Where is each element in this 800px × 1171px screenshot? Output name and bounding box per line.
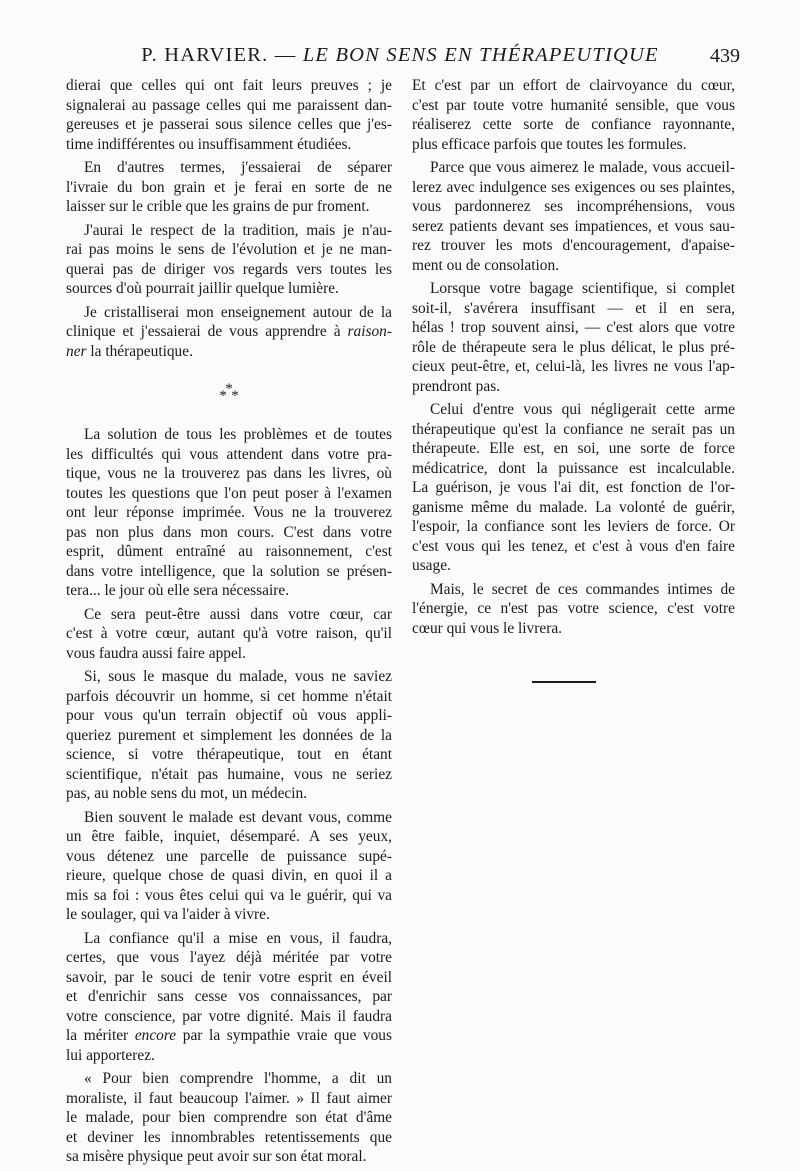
text-line: l'espoir, la confiance sont les leviers de force. Or [412,518,735,535]
text-line: l'énergie, ce n'est pas votre science, c'est votre [412,600,735,617]
text-line: dans votre intelligence, que la solution se présen- [66,562,392,580]
text-line: Mais, le secret de ces commandes intimes de [430,580,735,598]
text-line: tique, vous ne la trouverez pas dans les livres, où [66,465,392,482]
asterism-star: * [231,388,239,404]
text-line: certes, que vous l'ayez déjà méritée par votre [66,949,392,966]
text-line: et deviner les innombrables retentissements que [66,1128,392,1146]
text-line: c'est à votre cœur, autant qu'à votre raison, qu'il [66,625,392,642]
text-line: science, si votre thérapeutique, tout en étant [66,746,392,763]
text-line: votre conscience, par votre dignité. Mais il faudra [66,1007,392,1025]
text-line [66,342,392,362]
text-line: pas, au noble sens du mot, un médecin. [66,785,308,802]
paragraph [66,425,392,601]
text-line: mis sa foi : vous êtes celui qui va le guérir, qui va [66,886,392,904]
paragraph [66,929,392,1066]
text-line: dierai que celles qui ont fait leurs preuves ; je [66,77,392,94]
paragraph [66,1069,392,1167]
text-line: pour vous qu'un terrain objectif où vous appli- [66,707,392,724]
paragraph [412,580,735,639]
text-line: queriez purement et simplement les données de la [66,726,392,744]
text-line: tera... le jour où elle sera nécessaire. [66,582,290,599]
text-segment: la mériter [66,1027,135,1044]
text-line: Ce sera peut-être aussi dans votre cœur, car [84,605,392,623]
text-line: En d'autres termes, j'essaierai de séparer [84,159,392,176]
text-line: laisser sur le crible que les grains de pur froment. [66,198,370,215]
paragraph [66,221,392,299]
text-line: vous pardonnerez ses incompréhensions, vous [412,198,735,215]
page-number: 439 [710,45,740,67]
text-line: cœur qui vous le livrera. [412,619,563,637]
paragraph [66,158,392,217]
paragraph [66,303,392,362]
text-line: Celui d'entre vous qui négligerait cette arme [430,401,735,418]
text-line: moraliste, il faut beaucoup l'aimer. » Il faut aimer [66,1089,392,1107]
text-line: querai pas de diriger vos regards vers toutes les [66,260,392,278]
text-line: rôle de thérapeute sera le plus délicat, le plus pré- [412,338,735,356]
text-line: le soulager, qui va l'aider à vivre. [66,906,270,923]
text-line: sa misère physique peut avoir sur son état moral. [66,1148,367,1165]
italic-text: encore [134,1027,177,1044]
text-line: vous faudra aussi faire appel. [66,644,246,662]
text-line: rez trouver les mots d'encouragement, d'apaise- [412,237,735,254]
text-line: rieure, quelque chose de quasi divin, en quoi il a [66,867,392,884]
text-line: plus efficace parfois que toutes les formules. [412,135,687,153]
header-author: P. HARVIER. [141,44,269,66]
paragraph [412,158,735,275]
text-line: les difficultés qui vous attendent dans votre pra- [66,445,392,463]
text-line: esprit, dûment entraîné au raisonnement, c'est [66,543,392,560]
text-line: time indifférentes ou insuffisamment étudiées. [66,135,352,153]
paragraph [66,667,392,804]
text-line: usage. [412,557,451,574]
text-line: vous détenez une parcelle de puissance supé- [66,847,392,865]
text-line: c'est par toute votre humanité sensible, que vous [412,96,735,114]
text-line: prendront pas. [412,377,501,395]
text-line: hélas ! trop souvent ainsi, — c'est alors que votre [412,319,735,336]
text-line: toutes les questions que l'on peut poser à l'examen [66,484,392,502]
paragraph [66,76,392,154]
paragraph [412,279,735,396]
text-line: lui apporterez. [66,1046,155,1064]
text-line: le malade, pour bien comprendre son état d'âme [66,1109,392,1126]
italic-text: ner [66,342,87,360]
text-line: ganisme même du malade. La volonté de guérir, [412,498,735,516]
text-line: l'ivraie du bon grain et je ferai en sorte de ne [66,178,392,196]
text-line: c'est vous qui les tenez, et c'est à vous d'en faire [412,537,735,555]
text-line: rai pas moins le sens de l'évolution et je ne man- [66,241,392,258]
text-line: Parce que vous aimerez le malade, vous accueil- [430,159,735,176]
text-segment: par la sympathie vraie que vous [176,1027,392,1044]
paragraph [66,808,392,925]
text-line: médicatrice, dont la puissance est incalculable. [412,459,735,477]
text-line: « Pour bien comprendre l'homme, a dit un [84,1070,392,1087]
text-line: réaliserez cette sorte de confiance rayonnante, [412,116,735,133]
text-line: signalerai au passage celles qui me paraissent dan- [66,96,392,114]
text-segment: la thérapeutique. [86,342,193,360]
text-line: thérapeutique qu'est la confiance ne serait pas un [412,420,735,438]
text-line: Bien souvent le malade est devant vous, comme [84,808,392,826]
left-column [66,76,392,1171]
text-line: ment ou de consolation. [412,256,560,274]
paragraph [412,76,735,154]
text-line [66,322,392,342]
text-line: Lorsque votre bagage scientifique, si complet [430,280,735,297]
text-line: pas non plus dans mon cours. C'est dans votre [66,523,392,541]
text-line: lerez avec indulgence ses exigences ou ses plaintes, [412,178,735,196]
text-line: gereuses et je passerai sous silence celles que j'es- [66,116,392,133]
text-line: et d'enrichir sans cesse vos connaissances, par [66,988,392,1005]
end-rule [532,681,596,683]
text-line: sources d'où pourrait jaillir quelque lumière. [66,280,339,297]
text-line: soit-il, s'avérera insuffisant — et il en sera, [412,299,735,317]
text-line [66,1026,392,1046]
running-header [140,44,660,67]
text-line: Et c'est par un effort de clairvoyance du cœur, [412,77,735,94]
italic-text: raison- [347,323,392,340]
text-line: J'aurai le respect de la tradition, mais je n'au- [84,221,392,239]
text-segment: clinique et j'essaierai de vous apprendre à [66,323,348,340]
text-line: Si, sous le masque du malade, vous ne saviez [84,668,392,685]
text-line: un être faible, inquiet, désemparé. A ses yeux, [66,828,392,845]
text-line: La confiance qu'il a mise en vous, il faudra, [84,929,392,947]
text-line: Je cristalliserai mon enseignement autour de la [84,303,392,321]
text-line: La guérison, je vous l'ai dit, est fonction de l'or- [412,479,735,496]
header-title: LE BON SENS EN THÉRAPEUTIQUE [302,44,659,66]
paragraph [412,400,735,576]
text-line: ont leur réponse imprimée. Vous ne la trouverez [66,504,392,521]
text-line: serez patients devant ses impatiences, et vous sau- [412,217,735,235]
text-line: scientifique, n'était pas humaine, vous ne seriez [66,765,392,783]
paragraph [66,605,392,664]
text-line: La solution de tous les problèmes et de toutes [84,426,392,443]
asterism-star: * [219,388,227,404]
text-line: thérapeute. Elle est, en soi, une sorte de force [412,440,735,457]
asterism-separator [66,365,392,425]
header-dash: — [268,44,303,66]
right-column [412,76,735,642]
asterism-star: * [225,381,233,397]
text-line: savoir, par le souci de tenir votre esprit en éveil [66,968,392,986]
text-line: parfois découvrir un homme, si cet homme n'était [66,687,392,705]
text-line: cieux peut-être, et, celui-là, les livres ne vous l'ap- [412,358,735,375]
